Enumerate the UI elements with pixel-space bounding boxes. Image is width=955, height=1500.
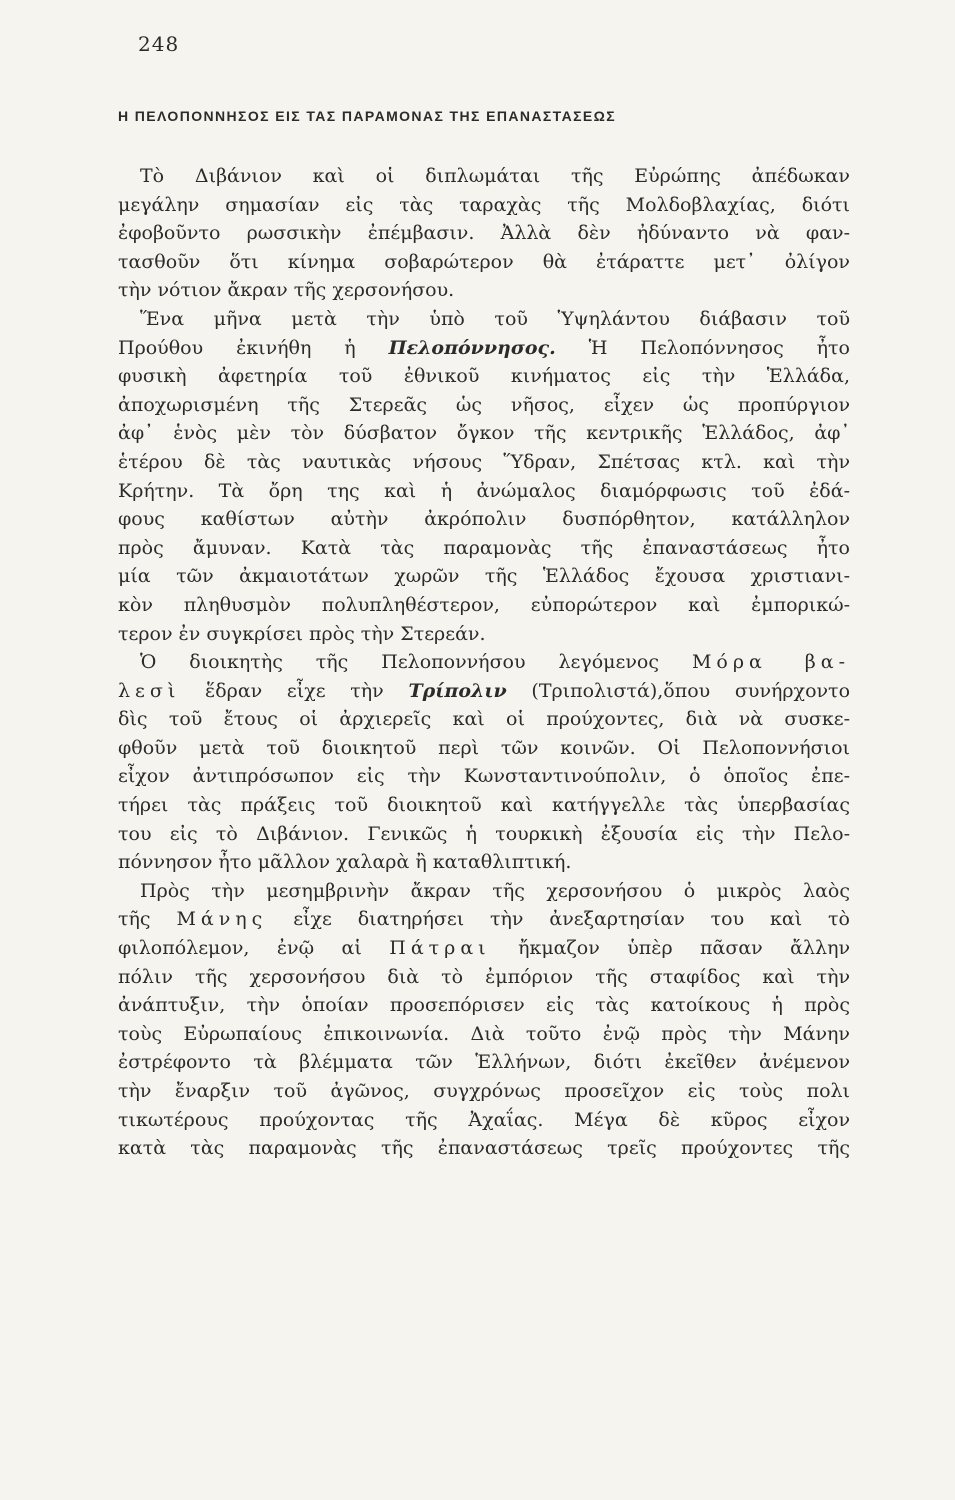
text-line: μεγάλην σημασίαν εἰς τὰς ταραχὰς τῆς Μολδοβλαχίας, διότι — [118, 193, 850, 216]
text-line: του εἰς τὸ Διβάνιον. Γενικῶς ἡ τουρκικὴ ἐξουσία εἰς τὴν Πελο- — [118, 822, 850, 845]
text-fragment: φιλοπόλεμον, ἐνῷ αἱ — [118, 937, 362, 960]
body-text — [118, 162, 850, 1163]
text-line — [118, 648, 850, 677]
text-line: δὶς τοῦ ἔτους οἱ ἀρχιερεῖς καὶ οἱ προύχοντες, διὰ νὰ συσκε- — [118, 708, 850, 731]
text-fragment: Ἡ Πελοπόννησος ἦτο — [588, 336, 850, 359]
text-line: εἶχον ἀντιπρόσωπον εἰς τὴν Κωνσταντινούπολιν, ὁ ὁποῖος ἐπε- — [118, 765, 850, 788]
running-head: Η ΠΕΛΟΠΟΝΝΗΣΟΣ ΕΙΣ ΤΑΣ ΠΑΡΑΜΟΝΑΣ ΤΗΣ ΕΠΑΝΑΣΤΑΣΕΩΣ — [118, 108, 617, 124]
text-line — [118, 334, 850, 363]
emphasis-peloponnese: Πελοπόννησος. — [388, 336, 556, 359]
text-line: ἑτέρου δὲ τὰς ναυτικὰς νήσους Ὕδραν, Σπέτσας κτλ. καὶ τὴν — [118, 450, 850, 473]
text-line: φυσικὴ ἀφετηρία τοῦ ἐθνικοῦ κινήματος εἰς τὴν Ἑλλάδα, — [118, 365, 850, 388]
text-line — [118, 905, 850, 934]
text-line: μία τῶν ἀκμαιοτάτων χωρῶν τῆς Ἑλλάδος ἔχουσα χριστιανι- — [118, 565, 850, 588]
text-line: ἀνάπτυξιν, τὴν ὁποίαν προσεπόρισεν εἰς τὰς κατοίκους ἡ πρὸς — [118, 994, 850, 1017]
text-fragment: Προύθου ἐκινήθη ἡ — [118, 336, 356, 359]
text-line: Τὸ Διβάνιον καὶ οἱ διπλωμάται τῆς Εὐρώπης ἀπέδωκαν — [140, 165, 850, 187]
text-line: Ἕνα μῆνα μετὰ τὴν ὑπὸ τοῦ Ὑψηλάντου διάβασιν τοῦ — [140, 307, 850, 330]
text-line — [118, 934, 850, 963]
text-line: τικωτέρους προύχοντας τῆς Ἀχαΐας. Μέγα δὲ κῦρος εἶχον — [118, 1108, 850, 1131]
text-line: ἐφοβοῦντο ρωσσικὴν ἐπέμβασιν. Ἀλλὰ δὲν ἠδύναντο νὰ φαν- — [118, 222, 850, 245]
spaced-name-patras: Πάτραι — [389, 937, 491, 960]
text-line: φθοῦν μετὰ τοῦ διοικητοῦ περὶ τῶν κοινῶν. Οἱ Πελοποννήσιοι — [118, 736, 850, 759]
spaced-name-mora-valesi-end: λεσὶ — [118, 679, 181, 702]
text-line: τὴν νότιον ἄκραν τῆς χερσονήσου. — [118, 279, 455, 302]
text-line: πόννησον ἦτο μᾶλλον χαλαρὰ ἢ καταθλιπτική. — [118, 851, 572, 874]
text-line: τερον ἐν συγκρίσει πρὸς τὴν Στερεάν. — [118, 622, 486, 645]
text-line: ἐστρέφοντο τὰ βλέμματα τῶν Ἑλλήνων, διότι ἐκεῖθεν ἀνέμενον — [118, 1051, 850, 1074]
text-line: κατὰ τὰς παραμονὰς τῆς ἐπαναστάσεως τρεῖς προύχοντες τῆς — [118, 1137, 850, 1160]
text-line: πόλιν τῆς χερσονήσου διὰ τὸ ἐμπόριον τῆς σταφίδος καὶ τὴν — [118, 965, 850, 988]
text-line: τοὺς Εὐρωπαίους ἐπικοινωνία. Διὰ τοῦτο ἐνῷ πρὸς τὴν Μάνην — [118, 1022, 850, 1045]
text-fragment: εἶχε διατηρήσει τὴν ἀνεξαρτησίαν του καὶ τὸ — [293, 908, 850, 931]
page-number: 248 — [138, 32, 180, 56]
text-line: φους καθίστων αὐτὴν ἀκρόπολιν δυσπόρθητον, κατάλληλον — [118, 508, 850, 531]
text-fragment: ἕδραν εἶχε τὴν — [205, 679, 384, 702]
text-line: τὴν ἔναρξιν τοῦ ἀγῶνος, συγχρόνως προσεῖχον εἰς τοὺς πολι — [118, 1080, 850, 1102]
text-fragment: Ὁ διοικητὴς τῆς Πελοποννήσου λεγόμενος — [140, 651, 659, 674]
text-line: Πρὸς τὴν μεσημβρινὴν ἄκραν τῆς χερσονήσου ὁ μικρὸς λαὸς — [140, 879, 850, 902]
text-fragment: (Τριπολιστά),ὅπου συνήρχοντο — [531, 679, 851, 702]
text-line: τασθοῦν ὅτι κίνημα σοβαρώτερον θὰ ἐτάραττε μετ᾽ ὀλίγον — [118, 250, 850, 273]
text-line: ἀφ᾽ ἑνὸς μὲν τὸν δύσβατον ὄγκον τῆς κεντρικῆς Ἑλλάδος, ἀφ᾽ — [118, 422, 850, 445]
text-line: πρὸς ἄμυναν. Κατὰ τὰς παραμονὰς τῆς ἐπαναστάσεως ἦτο — [118, 536, 850, 559]
text-fragment: τῆς — [118, 908, 151, 931]
spaced-name-mani: Μάνης — [176, 908, 268, 931]
text-line — [118, 677, 850, 706]
text-line: ἀποχωρισμένη τῆς Στερεᾶς ὡς νῆσος, εἶχεν ὡς προπύργιον — [118, 393, 850, 416]
text-line: τήρει τὰς πράξεις τοῦ διοικητοῦ καὶ κατήγγελλε τὰς ὑπερβασίας — [118, 794, 850, 817]
emphasis-tripoli: Τρίπολιν — [408, 679, 507, 702]
text-fragment: ἤκμαζον ὑπὲρ πᾶσαν ἄλλην — [518, 937, 850, 960]
text-line: Κρήτην. Τὰ ὄρη της καὶ ἡ ἀνώμαλος διαμόρφωσις τοῦ ἐδά- — [118, 479, 850, 502]
text-line: κὸν πληθυσμὸν πολυπληθέστερον, εὐπορώτερον καὶ ἐμπορικώ- — [118, 593, 850, 616]
spaced-name-mora-valesi: Μόρα βα- — [691, 651, 851, 674]
